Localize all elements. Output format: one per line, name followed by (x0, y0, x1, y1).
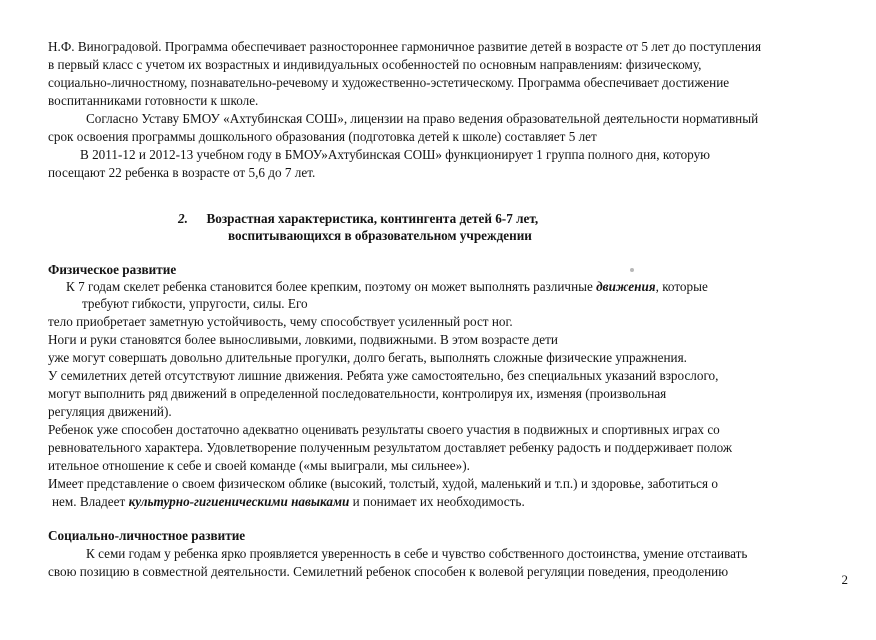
section-heading-text-1: Возрастная характеристика, контингента детей 6-7 лет, (206, 211, 539, 226)
physical-line-8: регуляция движений). (48, 404, 172, 419)
physical-line-2: требуют гибкости, упругости, силы. Его (82, 296, 308, 311)
physical-line-13 (52, 493, 525, 511)
social-line-1: К семи годам у ребенка ярко проявляется уверенность в себе и чувство собственного достоинства, умение отстаивать (86, 546, 748, 561)
intro-line-1: Н.Ф. Виноградовой. Программа обеспечивает разностороннее гармоничное развитие детей в возрасте от 5 лет до поступления (48, 39, 762, 54)
physical-line-9: Ребенок уже способен достаточно адекватно оценивать результаты своего участия в подвижных и спортивных играх со (48, 422, 720, 437)
section-heading-line-1 (178, 210, 538, 228)
scan-speck (630, 268, 634, 272)
physical-line-5: уже могут совершать довольно длительные прогулки, долго бегать, выполнять сложные физические упражнения. (48, 350, 687, 365)
social-title: Социально-личностное развитие (48, 528, 246, 543)
intro-line-8: посещают 22 ребенка в возрасте от 5,6 до 7 лет. (48, 165, 316, 180)
intro-line-6: срок освоения программы дошкольного образования (подготовка детей к школе) составляет 5 лет (48, 129, 597, 144)
intro-line-3: социально-личностному, познавательно-речевому и художественно-эстетическому. Программа обеспечивает достижение (48, 75, 730, 90)
physical-line-13-em: культурно-гигиеническими навыками (128, 494, 350, 509)
physical-line-1-em: движения (596, 279, 656, 294)
physical-line-3: тело приобретает заметную устойчивость, чему способствует усиленный рост ног. (48, 314, 513, 329)
intro-line-2: в первый класс с учетом их возрастных и индивидуальных особенностей по основным направлениям: физическому, (48, 57, 702, 72)
physical-line-4: Ноги и руки становятся более выносливыми, ловкими, подвижными. В этом возрасте дети (48, 332, 558, 347)
intro-line-7: В 2011-12 и 2012-13 учебном году в БМОУ»Ахтубинская СОШ» функционирует 1 группа полного дня, которую (80, 147, 711, 162)
physical-line-11: ительное отношение к себе и своей команде («мы выиграли, мы сильнее»). (48, 458, 470, 473)
physical-line-13-b: и понимает их необходимость. (349, 494, 525, 509)
physical-line-1-a: К 7 годам скелет ребенка становится более крепким, поэтому он может выполнять различные (66, 279, 597, 294)
physical-line-12: Имеет представление о своем физическом облике (высокий, толстый, худой, маленький и т.п.) и здоровье, заботиться о (48, 476, 718, 491)
intro-line-4: воспитанниками готовности к школе. (48, 93, 259, 108)
intro-line-5: Согласно Уставу БМОУ «Ахтубинская СОШ», лицензии на право ведения образовательной деятельности нормативный (86, 111, 759, 126)
physical-title: Физическое развитие (48, 262, 177, 277)
section-number: 2. (178, 211, 188, 226)
physical-line-10: ревновательного характера. Удовлетворение полученным результатом доставляет ребенку радость и поддерживает полож (48, 440, 733, 455)
section-heading-line-2: воспитывающихся в образовательном учреждении (228, 228, 532, 243)
page-number: 2 (841, 572, 848, 587)
physical-line-1-b: , которые (655, 279, 708, 294)
physical-line-7: могут выполнить ряд движений в определенной последовательности, контролируя их, изменяя (произвольная (48, 386, 667, 401)
physical-line-1 (66, 278, 708, 296)
physical-line-6: У семилетних детей отсутствуют лишние движения. Ребята уже самостоятельно, без специальных указаний взрослого, (48, 368, 719, 383)
social-line-2: свою позицию в совместной деятельности. Семилетний ребенок способен к волевой регуляции поведения, преодолению (48, 564, 729, 579)
physical-line-13-a: нем. Владеет (52, 494, 129, 509)
